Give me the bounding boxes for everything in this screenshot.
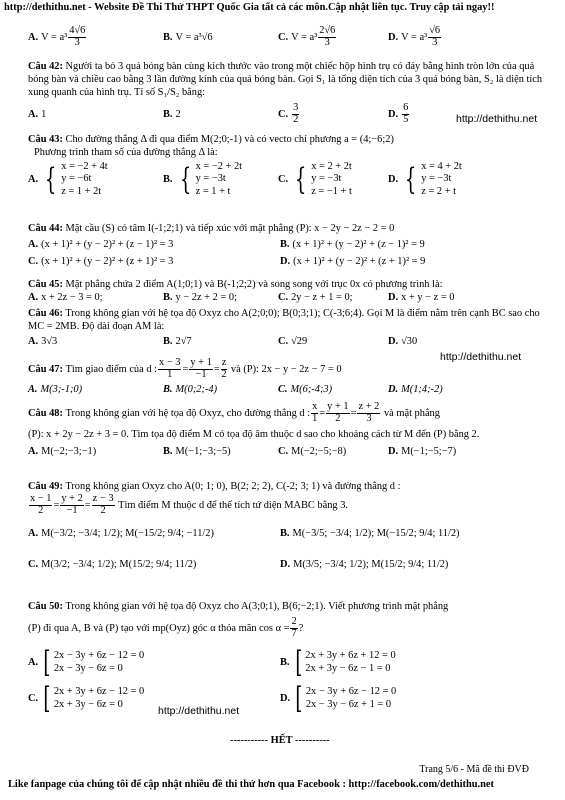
q49-option-d[interactable]: D. M(3/5; −3/4; 1/2); M(15/2; 9/4; 11/2)	[280, 558, 449, 570]
watermark-link[interactable]: http://dethithu.net	[158, 705, 240, 717]
q46-option-a[interactable]: A. 3√3	[28, 336, 58, 347]
q45-option-b[interactable]: B. y − 2z + 2 = 0;	[163, 292, 237, 303]
q43-option-d[interactable]: D. { x = 4 + 2t y = −3t z = 2 + t	[388, 161, 462, 197]
q43-option-a[interactable]: A. { x = −2 + 4t y = −6t z = 1 + 2t	[28, 161, 108, 197]
q47-option-c[interactable]: C. M(6;-4;3)	[278, 383, 333, 395]
q46-option-b[interactable]: B. 2√7	[163, 336, 192, 347]
question-49: Câu 49: Trong không gian Oxyz cho A(0; 1; 0), B(2; 2; 2), C(-2; 3; 1) và đường thẳng d : $\frac{x - 1}{2}$ = $\frac{y + 2}{-1}$ = $\frac{z - 3}{2}$ Tìm điểm M thuộc d để thể tích tứ diện MABC bằng 3. A. M(−3/2; −3/4; 1/2); M(−15/2; 9/4; −11/2) B. M(−3/5; −3/4; 1/2); M(−15/2; 9/4; 11/2) C. M(3/2; −3/4; 1/2); M(15/2; 9/4; 11/2) D. M(3/5; −3/4; 1/2); M(15/2; 9/4; 11/2)	[28, 481, 460, 570]
q42-option-b[interactable]: B. 2	[163, 108, 181, 120]
q48-option-d[interactable]: D. M(−1;−5;−7)	[388, 445, 457, 457]
q43-option-b[interactable]: B. { x = −2 + 2t y = −3t z = 1 + t	[163, 161, 243, 197]
question-47: Câu 47: Tìm giao điểm của d : $\frac{x - 3}{1}$ = $\frac{y + 1}{-1}$ = $\frac{z}{2}$ và (P): 2x − y − 2z − 7 = 0 A. M(3;-1;0) B. M(0;2;-4) C. M(6;-4;3) D. M(1;4;-2)	[28, 357, 443, 395]
q50-option-a[interactable]: A. [ 2x − 3y + 6z − 12 = 0 2x − 3y − 6z = 0	[28, 644, 145, 680]
page-number: Trang 5/6 - Mã đề thi ĐVĐ	[419, 764, 529, 775]
q48-option-a[interactable]: A. M(−2;−3;−1)	[28, 445, 97, 457]
q48-option-b[interactable]: B. M(−1;−3;−5)	[163, 445, 231, 457]
q41-option-d[interactable]: D. V = a³ $\frac{√6}{3}$	[388, 25, 441, 48]
q44-option-d[interactable]: D. (x + 1)² + (y − 2)² + (z + 1)² = 9	[280, 256, 426, 267]
q47-option-d[interactable]: D. M(1;4;-2)	[388, 383, 443, 395]
question-44: Câu 44: Mặt cầu (S) có tâm I(-1;2;1) và tiếp xúc với mặt phẳng (P): x − 2y − 2z − 2 = 0 A. (x + 1)² + (y − 2)² + (z − 1)² = 3 B. (x + 1)² + (y − 2)² + (z − 1)² = 9 C. (x + 1)² + (y − 2)² + (z + 1)² = 3 D. (x + 1)² + (y − 2)² + (z + 1)² = 9	[28, 223, 426, 267]
q49-option-a[interactable]: A. M(−3/2; −3/4; 1/2); M(−15/2; 9/4; −11/2)	[28, 527, 214, 539]
q41-option-a[interactable]: A. V = a³ $\frac{4√6}{3}$	[28, 25, 86, 48]
watermark-link[interactable]: http://dethithu.net	[456, 113, 538, 125]
question-45: Câu 45: Mặt phẳng chứa 2 điểm A(1;0;1) và B(-1;2;2) và song song với trục 0x có phương trình là: A. x + 2z − 3 = 0; B. y − 2z + 2 = 0; C. 2y − z + 1 = 0; D. x + y − z = 0	[28, 279, 455, 303]
q44-option-a[interactable]: A. (x + 1)² + (y − 2)² + (z − 1)² = 3	[28, 239, 174, 250]
q47-option-a[interactable]: A. M(3;-1;0)	[28, 383, 83, 395]
question-50: Câu 50: Trong không gian với hệ tọa độ Oxyz cho A(3;0;1), B(6;−2;1). Viết phương trình mặt phẳng (P) đi qua A, B và (P) tạo với mp(Oyz) góc α thỏa mãn cos α = $\frac{2}{7}$ ? A. [ 2x − 3y + 6z − 12 = 0 2x − 3y − 6z = 0 B. [ 2x + 3y + 6z + 12 = 0 2x + 3y − 6z − 1 = 0 C. [ 2x + 3y + 6z − 12 = 0 2x + 3y − 6z = 0 D. [ 2x − 3y + 6z − 12 = 0 2x − 3y − 6z + 1 = 0	[28, 601, 449, 716]
q41-options	[28, 26, 553, 49]
q42-option-d[interactable]: D. $\frac{6}{5}$	[388, 102, 409, 125]
q48-option-c[interactable]: C. M(−2;−5;−8)	[278, 445, 347, 457]
q47-option-b[interactable]: B. M(0;2;-4)	[163, 383, 218, 395]
q50-option-d[interactable]: D. [ 2x − 3y + 6z − 12 = 0 2x − 3y − 6z + 1 = 0	[280, 680, 397, 716]
footer-fanpage[interactable]: Like fanpage của chúng tôi để cập nhật nhiều đề thi thử hơn qua Facebook : http://facebook.com/dethithu.net	[8, 779, 494, 790]
q44-option-c[interactable]: C. (x + 1)² + (y − 2)² + (z + 1)² = 3	[28, 256, 174, 267]
q42-option-a[interactable]: A. 1	[28, 108, 47, 120]
watermark-link[interactable]: http://dethithu.net	[440, 351, 522, 363]
question-42: Câu 42: Người ta bỏ 3 quả bóng bàn cùng kích thước vào trong một chiếc hộp hình trụ có đáy bằng hình tròn lớn của quả bóng bàn và chiều cao bằng 3 lần đường kính của quả bóng bàn. Gọi S₁ là tổng diện tích của 3 quả bóng bàn, S₂ là diện tích xung quanh của hình trụ. Tỉ số S₁/S₂ bằng: A. 1 B. 2 C. $\frac{3}{2}$ D. $\frac{6}{5}$	[28, 61, 543, 125]
question-43: Câu 43: Cho đường thẳng Δ đi qua điểm M(2;0;-1) và có vecto chỉ phương a = (4;−6;2) Phương trình tham số của đường thẳng Δ là: A. { x = −2 + 4t y = −6t z = 1 + 2t B. { x = −2 + 2t y = −3t z = 1 + t C. { x = 2 + 2t y = −3t z = −1 + t D. { x = 4 + 2t y = −3t z = 2 + t	[28, 134, 462, 197]
q44-option-b[interactable]: B. (x + 1)² + (y − 2)² + (z − 1)² = 9	[280, 239, 425, 250]
q41-option-b[interactable]: B. V = a³√6	[163, 31, 213, 43]
q45-option-d[interactable]: D. x + y − z = 0	[388, 292, 455, 303]
q49-option-c[interactable]: C. M(3/2; −3/4; 1/2); M(15/2; 9/4; 11/2)	[28, 558, 197, 570]
question-48: Câu 48: Trong không gian với hệ tọa độ Oxyz, cho đường thẳng d : $\frac{x}{1}$ = $\frac{y + 1}{2}$ = $\frac{z + 2}{3}$ và mặt phẳng (P): x + 2y − 2z + 3 = 0. Tìm tọa độ điểm M có tọa độ âm thuộc d sao cho khoảng cách từ M đến (P) bằng 2. A. M(−2;−3;−1) B. M(−1;−3;−5) C. M(−2;−5;−8) D. M(−1;−5;−7)	[28, 401, 480, 457]
q43-option-c[interactable]: C. { x = 2 + 2t y = −3t z = −1 + t	[278, 161, 352, 197]
q50-option-b[interactable]: B. [ 2x + 3y + 6z + 12 = 0 2x + 3y − 6z − 1 = 0	[280, 644, 396, 680]
q49-option-b[interactable]: B. M(−3/5; −3/4; 1/2); M(−15/2; 9/4; 11/2)	[280, 527, 460, 539]
q41-option-c[interactable]: C. V = a³ $\frac{2√6}{3}$	[278, 25, 336, 48]
q45-option-c[interactable]: C. 2y − z + 1 = 0;	[278, 292, 353, 303]
q45-option-a[interactable]: A. x + 2z − 3 = 0;	[28, 292, 103, 303]
q46-option-d[interactable]: D. √30	[388, 336, 418, 347]
question-46: Câu 46: Trong không gian với hệ tọa độ Oxyz cho A(2;0;0); B(0;3;1); C(-3;6;4). Gọi M là điểm nằm trên cạnh BC sao cho MC = 2MB. Độ dài đoạn AM là: A. 3√3 B. 2√7 C. √29 D. √30	[28, 308, 540, 347]
q42-option-c[interactable]: C. $\frac{3}{2}$	[278, 102, 299, 125]
q50-option-c[interactable]: C. [ 2x + 3y + 6z − 12 = 0 2x + 3y − 6z = 0	[28, 680, 145, 716]
q46-option-c[interactable]: C. √29	[278, 336, 308, 347]
page-header: http://dethithu.net - Website Đề Thi Thử THPT Quốc Gia tất cả các môn.Cập nhật liên tục. Truy cập tải ngay!!	[4, 2, 495, 13]
end-marker: ----------- HẾT ----------	[230, 735, 330, 746]
